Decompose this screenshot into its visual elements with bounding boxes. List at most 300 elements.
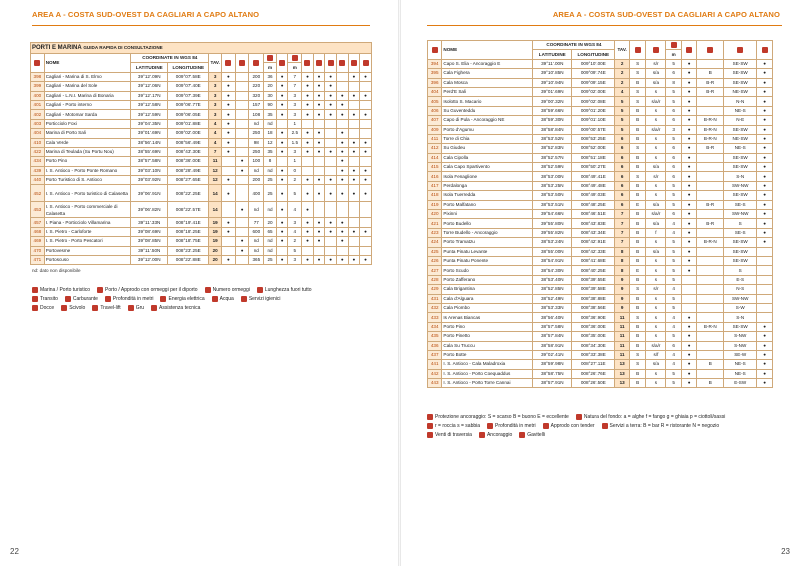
row-latitude: 39°06'.91N <box>131 185 168 202</box>
row-name: Marina di Teulada (Su Portu Nou) <box>44 147 131 156</box>
length-icon <box>267 55 273 61</box>
row-value: S <box>629 144 646 153</box>
legend-item <box>543 422 595 431</box>
row-value <box>348 157 360 166</box>
row-latitude: 39°12'.59N <box>131 110 168 119</box>
row-number: 452 <box>31 185 45 202</box>
row-value: s <box>646 153 666 162</box>
legend-icon <box>257 287 263 293</box>
row-value: S-N <box>724 313 757 322</box>
row-tav: 19 <box>209 237 222 246</box>
row-value: B <box>697 360 724 369</box>
row-value: s/a/r <box>646 341 666 350</box>
legend-line <box>32 304 382 313</box>
row-value: ● <box>681 59 697 68</box>
row-value: ● <box>313 227 325 236</box>
legend-icon <box>160 296 166 302</box>
row-tav: 3 <box>209 110 222 119</box>
row-name: I. S. Antioco - Cala Maladroxia <box>442 360 533 369</box>
row-value: nd <box>249 201 264 218</box>
row-number: 419 <box>428 200 442 209</box>
row-latitude: 38°52'.85N <box>533 285 572 294</box>
row-value <box>697 172 724 181</box>
legend-item <box>487 422 536 431</box>
row-longitude: 008°22'.57E <box>168 201 209 218</box>
row-value: B-R <box>697 219 724 228</box>
row-number: 394 <box>428 59 442 68</box>
row-value: ● <box>222 72 236 81</box>
table-row <box>428 360 773 369</box>
row-value <box>276 157 288 166</box>
col-tav: TAV. <box>209 54 222 73</box>
seabed-icon <box>653 47 659 53</box>
row-value: ● <box>348 72 360 81</box>
row-value <box>757 275 773 284</box>
row-value <box>697 313 724 322</box>
row-value <box>757 313 773 322</box>
row-value: 5 <box>666 181 682 190</box>
row-tav: 11 <box>615 322 629 331</box>
table-row <box>428 341 773 350</box>
legend-line <box>427 422 797 431</box>
row-value: nd <box>249 166 264 175</box>
row-value: 108 <box>249 110 264 119</box>
row-value: ● <box>681 266 697 275</box>
row-tav: 6 <box>615 191 629 200</box>
row-latitude: 38°59'.30N <box>533 116 572 125</box>
legend-label: Venti di traversia <box>435 432 472 438</box>
row-latitude: 38°52'.57N <box>533 153 572 162</box>
row-number: 412 <box>428 144 442 153</box>
row-value: 3 <box>288 110 302 119</box>
row-tav: 9 <box>615 294 629 303</box>
table-row <box>428 238 773 247</box>
row-name: Porto Turistico di S. Antioco <box>44 176 131 185</box>
row-value: ● <box>681 172 697 181</box>
row-value: 600 <box>249 227 264 236</box>
row-value: 5 <box>666 369 682 378</box>
row-value <box>348 201 360 218</box>
row-longitude: 008°27'.11E <box>572 360 615 369</box>
row-tav: 4 <box>209 138 222 147</box>
legend-icon <box>97 287 103 293</box>
row-value: ● <box>313 256 325 265</box>
row-tav: 8 <box>615 247 629 256</box>
row-number: 406 <box>428 106 442 115</box>
row-longitude: 008°36'.00E <box>168 157 209 166</box>
legend-label: Ancoraggio <box>486 432 513 438</box>
row-value: ● <box>360 185 372 202</box>
r-col-name: NOME <box>442 41 533 60</box>
row-value: SE-SW <box>724 125 757 134</box>
row-value: 25 <box>264 185 277 202</box>
row-value <box>697 275 724 284</box>
legend-item <box>92 304 120 313</box>
row-value: 6 <box>666 341 682 350</box>
row-value: 5 <box>666 266 682 275</box>
legend-item <box>241 295 281 304</box>
row-value: B <box>629 163 646 172</box>
legend-item <box>61 304 85 313</box>
row-latitude: 39°10'.94N <box>533 78 572 87</box>
row-number: 471 <box>31 256 45 265</box>
row-longitude: 008°27'.65E <box>168 176 209 185</box>
row-value: ● <box>681 125 697 134</box>
row-longitude: 009°07'.58E <box>168 72 209 81</box>
row-value: ● <box>681 238 697 247</box>
row-value: SE-SW <box>724 153 757 162</box>
row-value: B <box>629 303 646 312</box>
compass-icon <box>432 47 438 53</box>
row-latitude: 38°55'.69N <box>131 147 168 156</box>
row-value: ● <box>336 176 348 185</box>
table-row <box>31 227 372 236</box>
row-value: s <box>646 266 666 275</box>
row-longitude: 008°46'.51E <box>572 210 615 219</box>
row-value: B-R <box>697 200 724 209</box>
legend-label: Profondità in metri <box>495 423 536 429</box>
row-value: 5 <box>666 191 682 200</box>
legend-label: Lunghezza fuori tutto <box>264 287 312 293</box>
row-name: Cagliari - Porto interno <box>44 100 131 109</box>
row-value: ● <box>336 110 348 119</box>
row-name: Capo di Pula - Ancoraggio NE <box>442 116 533 125</box>
row-value: s/a <box>646 78 666 87</box>
row-number: 418 <box>428 191 442 200</box>
row-value: ● <box>313 237 325 246</box>
row-value: ● <box>681 256 697 265</box>
table-row <box>428 210 773 219</box>
row-value: 5 <box>288 185 302 202</box>
row-value: ● <box>348 91 360 100</box>
table-row <box>428 69 773 78</box>
row-value <box>360 157 372 166</box>
row-value: s <box>646 106 666 115</box>
row-longitude: 008°42'.33E <box>572 247 615 256</box>
table-row <box>428 303 773 312</box>
row-tav: 11 <box>615 313 629 322</box>
row-value: 3 <box>288 147 302 156</box>
row-tav: 2 <box>615 69 629 78</box>
row-value: ● <box>276 91 288 100</box>
row-value: 5 <box>666 200 682 209</box>
row-value: S-W <box>724 303 757 312</box>
row-value <box>697 210 724 219</box>
row-name: I. S. Antioco - Porto Ponte Romano <box>44 166 131 175</box>
row-value: N-S <box>724 285 757 294</box>
row-value <box>681 285 697 294</box>
table-row <box>31 185 372 202</box>
legend-label: Servizi igienici <box>248 296 281 302</box>
table-row <box>31 82 372 91</box>
row-value: ● <box>757 59 773 68</box>
row-latitude: 38°53'.00N <box>533 172 572 181</box>
table-row <box>31 129 372 138</box>
table-row <box>428 59 773 68</box>
row-longitude: 008°39'.55E <box>572 275 615 284</box>
row-value: B <box>629 247 646 256</box>
row-value: ● <box>276 110 288 119</box>
row-value: f <box>646 228 666 237</box>
row-value: ● <box>276 185 288 202</box>
row-number: 468 <box>31 227 45 236</box>
row-longitude: 008°36'.90E <box>572 313 615 322</box>
table-row <box>31 157 372 166</box>
row-value: S-NW <box>724 332 757 341</box>
row-longitude: 008°18'.25E <box>168 227 209 236</box>
row-value <box>325 138 337 147</box>
row-value: B-R-N <box>697 134 724 143</box>
row-value: 100 <box>249 157 264 166</box>
row-longitude: 009°09'.15E <box>572 78 615 87</box>
row-value: 5 <box>666 97 682 106</box>
row-latitude: 38°57'.91N <box>533 379 572 388</box>
row-latitude: 39°55'.82N <box>533 228 572 237</box>
row-value <box>235 110 249 119</box>
row-longitude: 008°41'.68E <box>572 256 615 265</box>
legend-label: Carburante <box>72 296 98 302</box>
row-value: S-NW <box>724 341 757 350</box>
r-unit-m: m <box>666 50 682 59</box>
row-value <box>222 157 236 166</box>
row-value <box>681 294 697 303</box>
row-name: Cagliari - Motomar Sarda <box>44 110 131 119</box>
row-value: nd <box>264 119 277 128</box>
unit-m-depth: m <box>288 63 302 72</box>
row-value: ● <box>681 219 697 228</box>
row-value: SE-SW <box>724 247 757 256</box>
row-value: ● <box>302 147 314 156</box>
row-latitude: 38°53'.33N <box>533 303 572 312</box>
row-number: 433 <box>428 313 442 322</box>
row-name: Cala Mosca <box>442 78 533 87</box>
legend-line <box>32 286 382 295</box>
row-value <box>697 332 724 341</box>
table-row <box>31 147 372 156</box>
row-value: ● <box>360 176 372 185</box>
row-value: ● <box>276 176 288 185</box>
row-value: ● <box>325 147 337 156</box>
table-row <box>428 285 773 294</box>
row-number: 429 <box>428 285 442 294</box>
legend-label: Scivolo <box>69 305 86 311</box>
ports-table <box>30 42 372 265</box>
row-value: ● <box>302 218 314 227</box>
legend-icon <box>487 423 493 429</box>
row-value: ● <box>302 82 314 91</box>
row-value: s <box>646 144 666 153</box>
row-name: I. S. Pietro - Porto Pescatori <box>44 237 131 246</box>
row-latitude: 39°04'.35N <box>131 119 168 128</box>
row-value: s/a <box>646 219 666 228</box>
row-name: Porto Botte <box>442 350 533 359</box>
row-value: ● <box>681 341 697 350</box>
row-value: E-S <box>724 275 757 284</box>
row-number: 403 <box>31 119 45 128</box>
row-name: Porto Tramatzu <box>442 238 533 247</box>
table-row <box>31 201 372 218</box>
row-number: 404 <box>31 129 45 138</box>
row-value <box>235 82 249 91</box>
row-name: Su Guventeddu <box>442 106 533 115</box>
row-value: ● <box>757 144 773 153</box>
row-value: ● <box>336 129 348 138</box>
row-value: ● <box>325 185 337 202</box>
row-number: 411 <box>428 134 442 143</box>
row-value <box>302 119 314 128</box>
row-number: 409 <box>428 125 442 134</box>
row-tav: 11 <box>615 341 629 350</box>
table-row <box>31 237 372 246</box>
row-value: ● <box>222 110 236 119</box>
left-page-number: 22 <box>10 547 19 556</box>
anchor-icon <box>34 60 40 66</box>
row-value: ● <box>276 138 288 147</box>
row-name: Capo S. Elia - Ancoraggio E <box>442 59 533 68</box>
row-value: SE-SW <box>724 238 757 247</box>
row-latitude: 39°06'.82N <box>131 201 168 218</box>
row-number: 404 <box>428 87 442 96</box>
row-number: 422 <box>31 147 45 156</box>
row-value: s/a <box>646 163 666 172</box>
row-value <box>697 153 724 162</box>
row-value: S <box>724 219 757 228</box>
row-value <box>336 72 348 81</box>
row-value: 0 <box>288 166 302 175</box>
row-value: B <box>629 294 646 303</box>
row-value: 8 <box>666 78 682 87</box>
row-name: Punta Pinatu Levante <box>442 247 533 256</box>
row-value <box>235 129 249 138</box>
row-value: ● <box>348 227 360 236</box>
row-value: ● <box>757 369 773 378</box>
row-longitude: 009°07'.40E <box>168 82 209 91</box>
row-value: 6 <box>666 106 682 115</box>
row-value: ● <box>681 322 697 331</box>
row-value: ● <box>360 138 372 147</box>
legend-item <box>212 295 234 304</box>
row-latitude: 39°03'.92N <box>131 176 168 185</box>
row-value: ● <box>336 147 348 156</box>
row-name: Porto Pino <box>44 157 131 166</box>
row-tav: 19 <box>209 227 222 236</box>
row-value: N-E <box>724 116 757 125</box>
row-value: ● <box>757 360 773 369</box>
legend-label: Profondità in metri <box>112 296 154 302</box>
row-value <box>313 201 325 218</box>
row-tav: 13 <box>615 369 629 378</box>
row-value: s <box>646 87 666 96</box>
services-icon <box>707 47 713 53</box>
legend-icon <box>576 414 582 420</box>
row-value: ● <box>360 91 372 100</box>
legend-label: Protezione ancoraggio: S = scarso B = buono E = eccellente <box>435 414 569 420</box>
row-value: 220 <box>249 82 264 91</box>
row-value: 6 <box>666 116 682 125</box>
row-value <box>697 256 724 265</box>
row-value: s/a/r <box>646 125 666 134</box>
row-value: ● <box>302 237 314 246</box>
legend-item <box>427 422 480 431</box>
row-value <box>360 218 372 227</box>
row-value <box>235 227 249 236</box>
row-longitude: 009°02'.08E <box>572 97 615 106</box>
row-value: 5 <box>666 256 682 265</box>
row-value: ● <box>336 185 348 202</box>
row-value: B <box>629 116 646 125</box>
row-value: ● <box>325 91 337 100</box>
row-value: ● <box>681 87 697 96</box>
row-tav: 6 <box>615 144 629 153</box>
row-number: 457 <box>31 218 45 227</box>
row-value: ● <box>313 110 325 119</box>
row-value: ● <box>681 69 697 78</box>
row-value: ● <box>222 91 236 100</box>
legend-line <box>32 295 382 304</box>
row-value: ● <box>336 91 348 100</box>
row-value <box>276 119 288 128</box>
row-value: S <box>629 360 646 369</box>
legend-icon <box>92 305 98 311</box>
legend-label: Acqua <box>219 296 234 302</box>
legend-icon <box>543 423 549 429</box>
row-latitude: 39°12'.00N <box>131 256 168 265</box>
row-name: Cagliari - L.N.I. Marina di Bonaria <box>44 91 131 100</box>
row-value: 98 <box>249 138 264 147</box>
row-longitude: 008°18'.75E <box>168 237 209 246</box>
row-value: ● <box>302 256 314 265</box>
table-row <box>31 256 372 265</box>
row-value: ● <box>757 200 773 209</box>
row-value: nd <box>249 119 264 128</box>
row-name: Torre Budello - Ancoraggio <box>442 228 533 237</box>
row-value: NE-SW <box>724 134 757 143</box>
left-header-title: AREA A - COSTA SUD-OVEST DA CAGLIARI A CAPO ALTANO <box>32 10 260 19</box>
row-value: ● <box>235 201 249 218</box>
row-name: Porto Scudo <box>442 266 533 275</box>
row-number: 427 <box>428 266 442 275</box>
row-value <box>360 237 372 246</box>
row-name: Su Giudeu <box>442 144 533 153</box>
row-value <box>348 100 360 109</box>
row-value: 7 <box>288 82 302 91</box>
row-value: SE-SW <box>724 78 757 87</box>
row-value: ● <box>222 256 236 265</box>
row-longitude: 009°06'.77E <box>168 100 209 109</box>
row-value: 6 <box>666 172 682 181</box>
row-latitude: 38°52'.49N <box>533 294 572 303</box>
row-value: nd <box>264 166 277 175</box>
row-tav: 12 <box>209 166 222 175</box>
row-value: S <box>629 69 646 78</box>
row-name: Cagliari - Marina del Sole <box>44 82 131 91</box>
row-value: B <box>629 332 646 341</box>
r-col-lon: LONGITUDINE <box>572 50 615 59</box>
row-tav: 5 <box>615 125 629 134</box>
row-longitude: 008°38'.88E <box>572 294 615 303</box>
row-value: ● <box>757 69 773 78</box>
row-value: ● <box>681 163 697 172</box>
row-longitude: 009°01'.88E <box>168 119 209 128</box>
row-longitude: 008°43'.34E <box>572 228 615 237</box>
row-value <box>325 237 337 246</box>
row-tav: 8 <box>615 266 629 275</box>
depth-icon <box>671 42 677 48</box>
row-number: 401 <box>31 100 45 109</box>
row-value: B <box>629 322 646 331</box>
table-row <box>428 97 773 106</box>
row-tav: 14 <box>209 185 222 202</box>
